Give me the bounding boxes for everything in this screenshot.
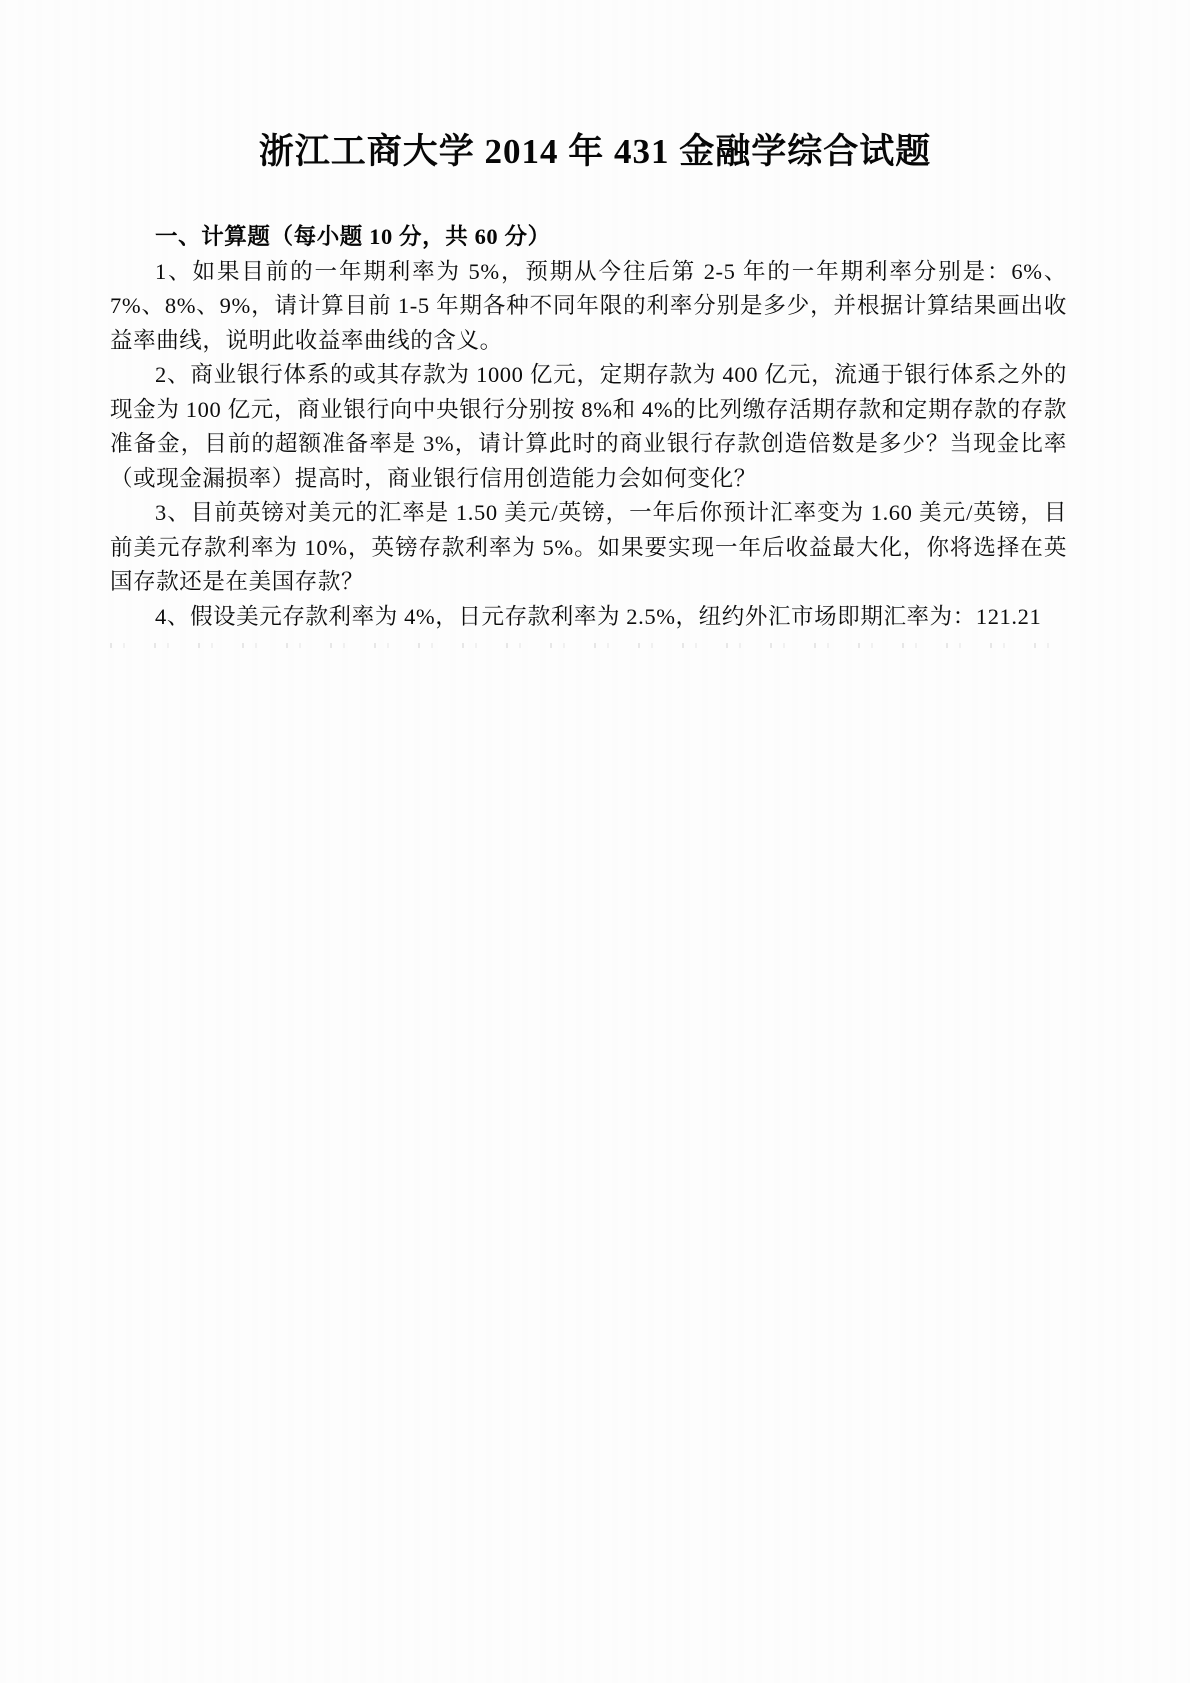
document-body [110,220,1067,648]
question-3: 3、目前英镑对美元的汇率是 1.50 美元/英镑，一年后你预计汇率变为 1.60 美元/英镑，目前美元存款利率为 10%，英镑存款利率为 5%。如果要实现一年后收益最大化，你将选择在英国存款还是在美国存款？ [110,500,1067,594]
document-title: 浙江工商大学 2014 年 431 金融学综合试题 [258,132,932,171]
question-2: 2、商业银行体系的或其存款为 1000 亿元，定期存款为 400 亿元，流通于银行体系之外的现金为 100 亿元，商业银行向中央银行分别按 8%和 4%的比列缴存活期存款和定期存款的存款准备金，目前的超额准备率是 3%，请计算此时的商业银行存款创造倍数是多少？当现金比率（或现金漏损率）提高时，商业银行信用创造能力会如何变化？ [110,362,1067,491]
question-4: 4、假设美元存款利率为 4%，日元存款利率为 2.5%，纽约外汇市场即期汇率为：121.21 [155,603,1042,629]
section-heading: 一、计算题（每小题 10 分，共 60 分） [155,224,551,249]
question-1: 1、如果目前的一年期利率为 5%，预期从今往后第 2-5 年的一年期利率分别是：6%、7%、8%、9%，请计算目前 1-5 年期各种不同年限的利率分别是多少，并根据计算结果画出收益率曲线，说明此收益率曲线的含义。 [110,258,1067,353]
truncated-line-remnant [110,643,1050,648]
